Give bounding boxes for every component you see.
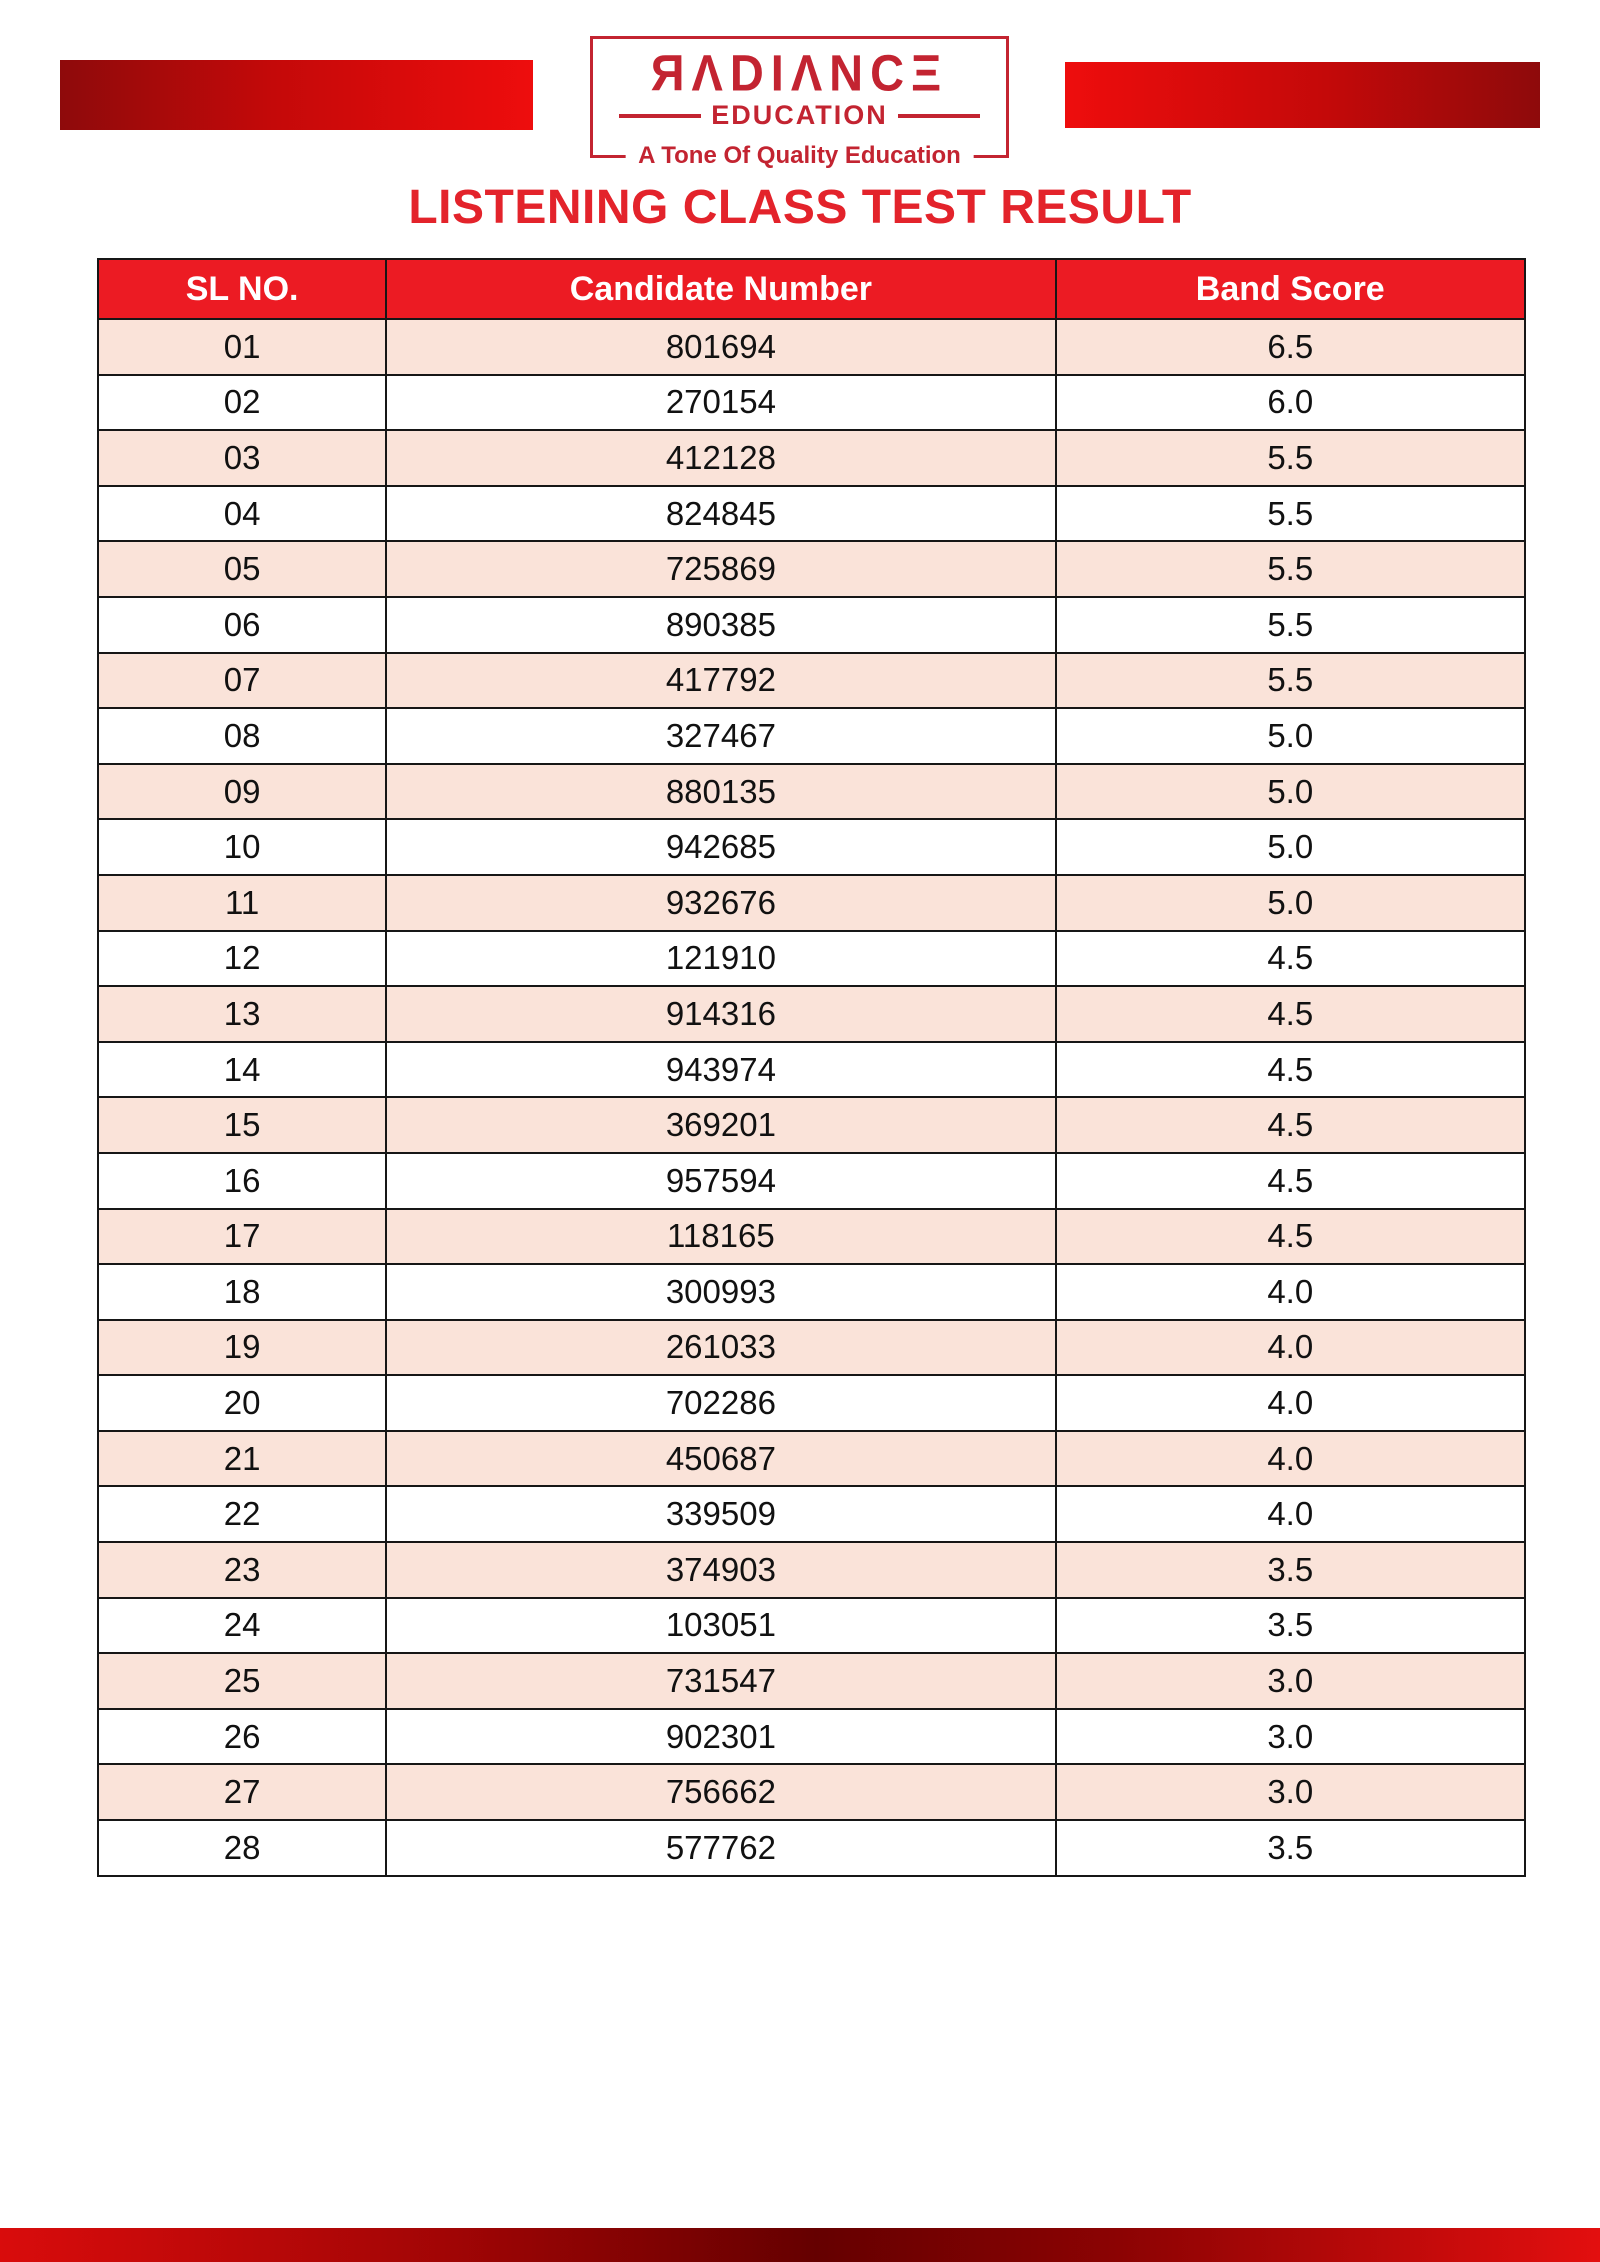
logo-brand-text: ЯΛDIΛNCΞ [650,43,949,102]
band-cell: 4.5 [1056,986,1526,1042]
sl-cell: 23 [98,1542,386,1598]
sl-cell: 01 [98,319,386,375]
band-cell: 4.5 [1056,1042,1526,1098]
sl-cell: 25 [98,1653,386,1709]
candidate-cell: 914316 [386,986,1055,1042]
table-row [98,986,1525,1042]
candidate-cell: 943974 [386,1042,1055,1098]
candidate-cell: 270154 [386,375,1055,431]
band-cell: 5.0 [1056,708,1526,764]
table-row [98,653,1525,709]
band-cell: 5.5 [1056,430,1526,486]
band-cell: 3.5 [1056,1820,1526,1876]
sl-cell: 12 [98,931,386,987]
results-tbody [98,319,1525,1876]
band-cell: 4.0 [1056,1486,1526,1542]
sl-cell: 11 [98,875,386,931]
radiance-education-logo [590,36,1009,169]
table-row [98,1653,1525,1709]
sl-cell: 19 [98,1320,386,1376]
band-cell: 4.5 [1056,1209,1526,1265]
band-cell: 5.5 [1056,597,1526,653]
table-row [98,1820,1525,1876]
logo-subtitle-row [593,102,1006,129]
table-row [98,1320,1525,1376]
sl-cell: 27 [98,1764,386,1820]
col-header-candidate-number: Candidate Number [386,259,1055,319]
band-cell: 4.0 [1056,1431,1526,1487]
candidate-cell: 412128 [386,430,1055,486]
sl-cell: 28 [98,1820,386,1876]
sl-cell: 06 [98,597,386,653]
sl-cell: 04 [98,486,386,542]
table-row [98,764,1525,820]
sl-cell: 16 [98,1153,386,1209]
sl-cell: 10 [98,819,386,875]
table-row [98,1375,1525,1431]
candidate-cell: 121910 [386,931,1055,987]
candidate-cell: 824845 [386,486,1055,542]
band-cell: 6.0 [1056,375,1526,431]
table-row [98,1764,1525,1820]
table-row [98,708,1525,764]
band-cell: 4.0 [1056,1375,1526,1431]
sl-cell: 22 [98,1486,386,1542]
candidate-cell: 327467 [386,708,1055,764]
band-cell: 3.0 [1056,1764,1526,1820]
table-row [98,319,1525,375]
sl-cell: 20 [98,1375,386,1431]
sl-cell: 18 [98,1264,386,1320]
table-row [98,1097,1525,1153]
sl-cell: 24 [98,1598,386,1654]
table-row [98,1209,1525,1265]
band-cell: 3.5 [1056,1542,1526,1598]
band-cell: 4.0 [1056,1320,1526,1376]
sl-cell: 21 [98,1431,386,1487]
candidate-cell: 369201 [386,1097,1055,1153]
candidate-cell: 890385 [386,597,1055,653]
col-header-band-score: Band Score [1056,259,1526,319]
table-row [98,1598,1525,1654]
band-cell: 5.0 [1056,819,1526,875]
candidate-cell: 880135 [386,764,1055,820]
band-cell: 4.5 [1056,1097,1526,1153]
results-table-header [98,259,1525,319]
table-row [98,375,1525,431]
candidate-cell: 103051 [386,1598,1055,1654]
candidate-cell: 942685 [386,819,1055,875]
candidate-cell: 801694 [386,319,1055,375]
table-row [98,1264,1525,1320]
decorative-bar-footer [0,2228,1600,2262]
table-row [98,1709,1525,1765]
candidate-cell: 957594 [386,1153,1055,1209]
sl-cell: 26 [98,1709,386,1765]
sl-cell: 13 [98,986,386,1042]
candidate-cell: 902301 [386,1709,1055,1765]
header-row [98,259,1525,319]
logo-left-rule [619,114,701,118]
candidate-cell: 261033 [386,1320,1055,1376]
table-row [98,875,1525,931]
table-row [98,1542,1525,1598]
sl-cell: 07 [98,653,386,709]
band-cell: 3.0 [1056,1709,1526,1765]
candidate-cell: 725869 [386,541,1055,597]
sl-cell: 02 [98,375,386,431]
col-header-sl-no: SL NO. [98,259,386,319]
band-cell: 5.0 [1056,875,1526,931]
table-row [98,597,1525,653]
band-cell: 4.5 [1056,931,1526,987]
band-cell: 5.5 [1056,486,1526,542]
candidate-cell: 374903 [386,1542,1055,1598]
sl-cell: 09 [98,764,386,820]
band-cell: 6.5 [1056,319,1526,375]
decorative-bar-top-left [60,60,533,130]
band-cell: 3.5 [1056,1598,1526,1654]
table-row [98,430,1525,486]
candidate-cell: 932676 [386,875,1055,931]
table-row [98,1042,1525,1098]
table-row [98,1486,1525,1542]
band-cell: 4.0 [1056,1264,1526,1320]
sl-cell: 08 [98,708,386,764]
candidate-cell: 702286 [386,1375,1055,1431]
page-title: LISTENING CLASS TEST RESULT [408,181,1192,234]
sl-cell: 17 [98,1209,386,1265]
candidate-cell: 300993 [386,1264,1055,1320]
table-row [98,541,1525,597]
band-cell: 5.5 [1056,653,1526,709]
candidate-cell: 450687 [386,1431,1055,1487]
results-table [97,258,1526,1877]
band-cell: 4.5 [1056,1153,1526,1209]
logo-tagline-text: A Tone Of Quality Education [625,142,974,170]
table-row [98,931,1525,987]
candidate-cell: 339509 [386,1486,1055,1542]
candidate-cell: 577762 [386,1820,1055,1876]
table-row [98,819,1525,875]
sl-cell: 15 [98,1097,386,1153]
logo-right-rule [898,114,980,118]
candidate-cell: 731547 [386,1653,1055,1709]
sl-cell: 14 [98,1042,386,1098]
candidate-cell: 417792 [386,653,1055,709]
band-cell: 5.0 [1056,764,1526,820]
band-cell: 5.5 [1056,541,1526,597]
band-cell: 3.0 [1056,1653,1526,1709]
candidate-cell: 756662 [386,1764,1055,1820]
table-row [98,1431,1525,1487]
decorative-bar-top-right [1065,62,1540,128]
logo-subtitle-text: EDUCATION [711,100,888,130]
table-row [98,1153,1525,1209]
table-row [98,486,1525,542]
candidate-cell: 118165 [386,1209,1055,1265]
sl-cell: 03 [98,430,386,486]
sl-cell: 05 [98,541,386,597]
